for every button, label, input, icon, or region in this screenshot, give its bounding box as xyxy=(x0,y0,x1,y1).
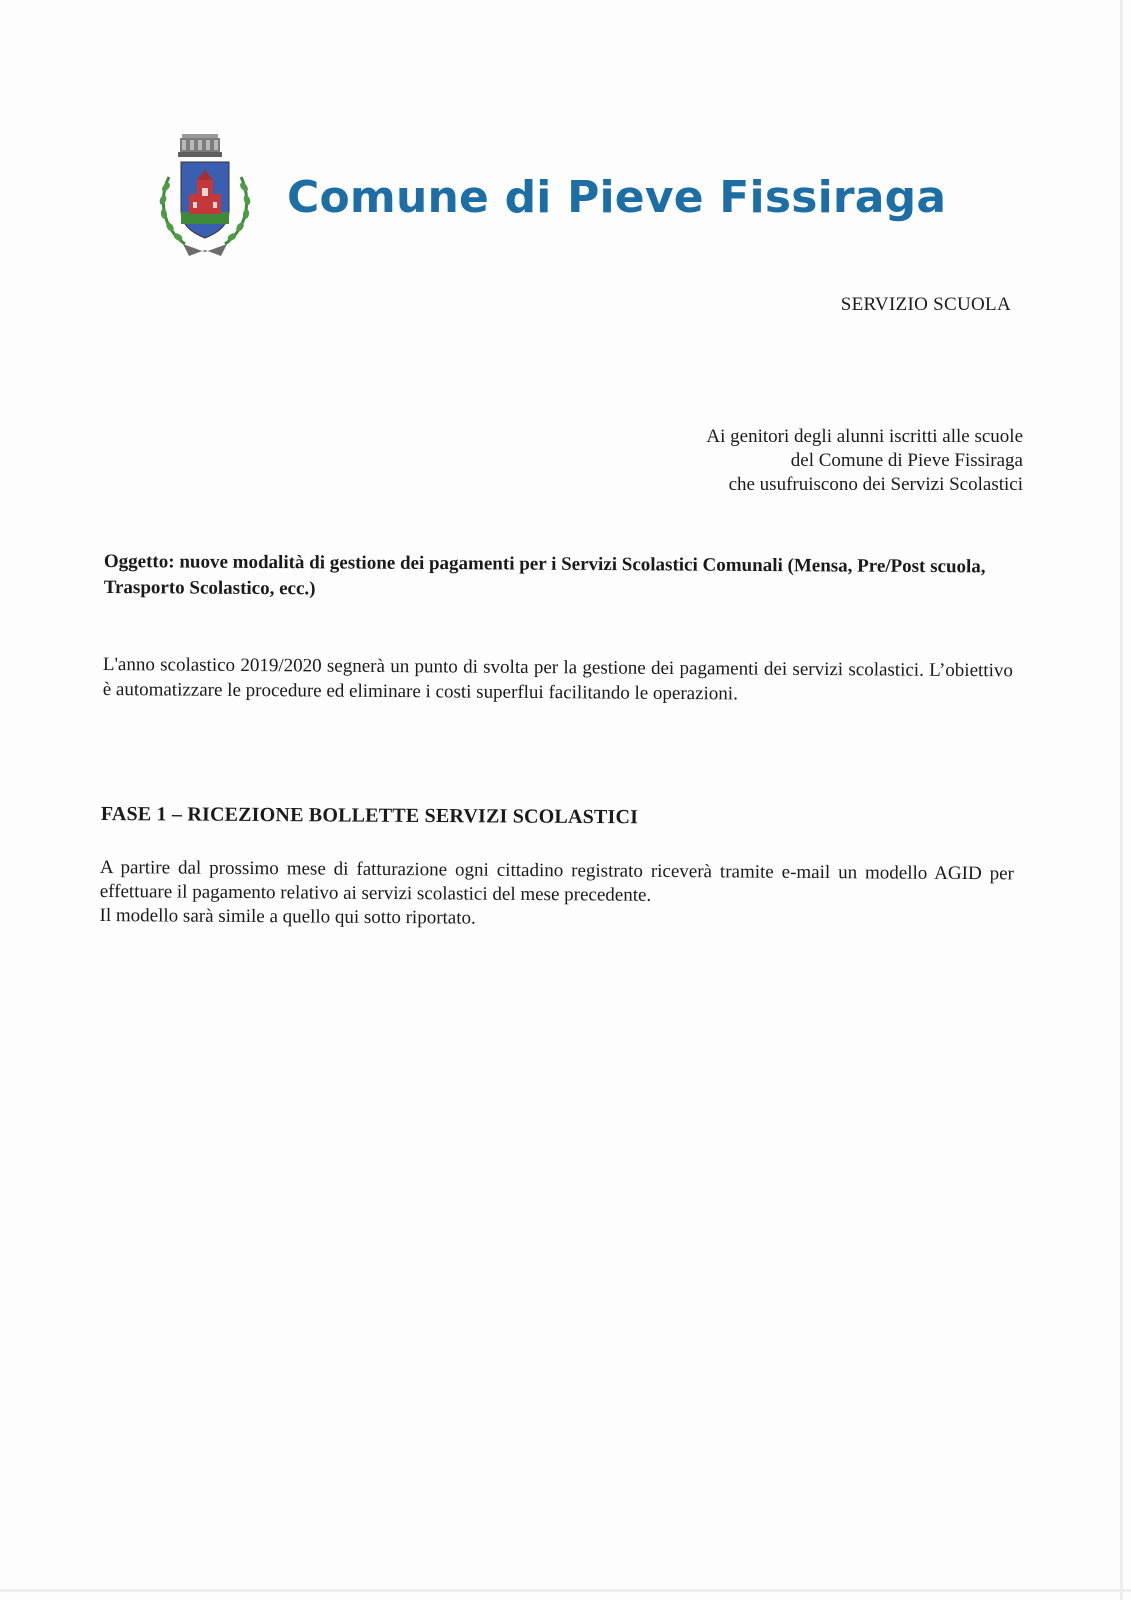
recipients-block xyxy=(706,425,1023,497)
section-heading: FASE 1 – RICEZIONE BOLLETTE SERVIZI SCOLASTICI xyxy=(100,803,639,829)
comune-title: Comune di Pieve Fissiraga xyxy=(287,172,947,223)
recipient-line: del Comune di Pieve Fissiraga xyxy=(790,450,1023,471)
scan-edge xyxy=(0,1589,1131,1592)
intro-paragraph: L'anno scolastico 2019/2020 segnerà un punto di svolta per la gestione dei pagamenti dei servizi scolastici. L’obiettivo è automatizzare le procedure ed eliminare i costi superflui facilitando le operazioni. xyxy=(102,653,1013,705)
recipient-line: Ai genitori degli alunni iscritti alle scuole xyxy=(706,426,1023,447)
section-paragraph: A partire dal prossimo mese di fatturazione ogni cittadino registrato riceverà tramite e-mail un modello AGID per effettuare il pagamento relativo ai servizi scolastici del mese precedente. xyxy=(99,857,1014,906)
section-body xyxy=(99,856,1013,934)
service-label: SERVIZIO SCUOLA xyxy=(840,294,1011,315)
section-paragraph: Il modello sarà simile a quello qui sotto riportato. xyxy=(99,904,476,929)
recipient-line: che usufruiscono dei Servizi Scolastici xyxy=(728,474,1023,495)
letterhead xyxy=(155,132,955,262)
municipal-crest-icon xyxy=(155,132,255,262)
scan-edge xyxy=(1120,0,1123,1600)
subject-line: Oggetto: nuove modalità di gestione dei pagamenti per i Servizi Scolastici Comunali (Mensa, Pre/Post scuola, Trasporto Scolastico, ecc.) xyxy=(103,550,986,600)
